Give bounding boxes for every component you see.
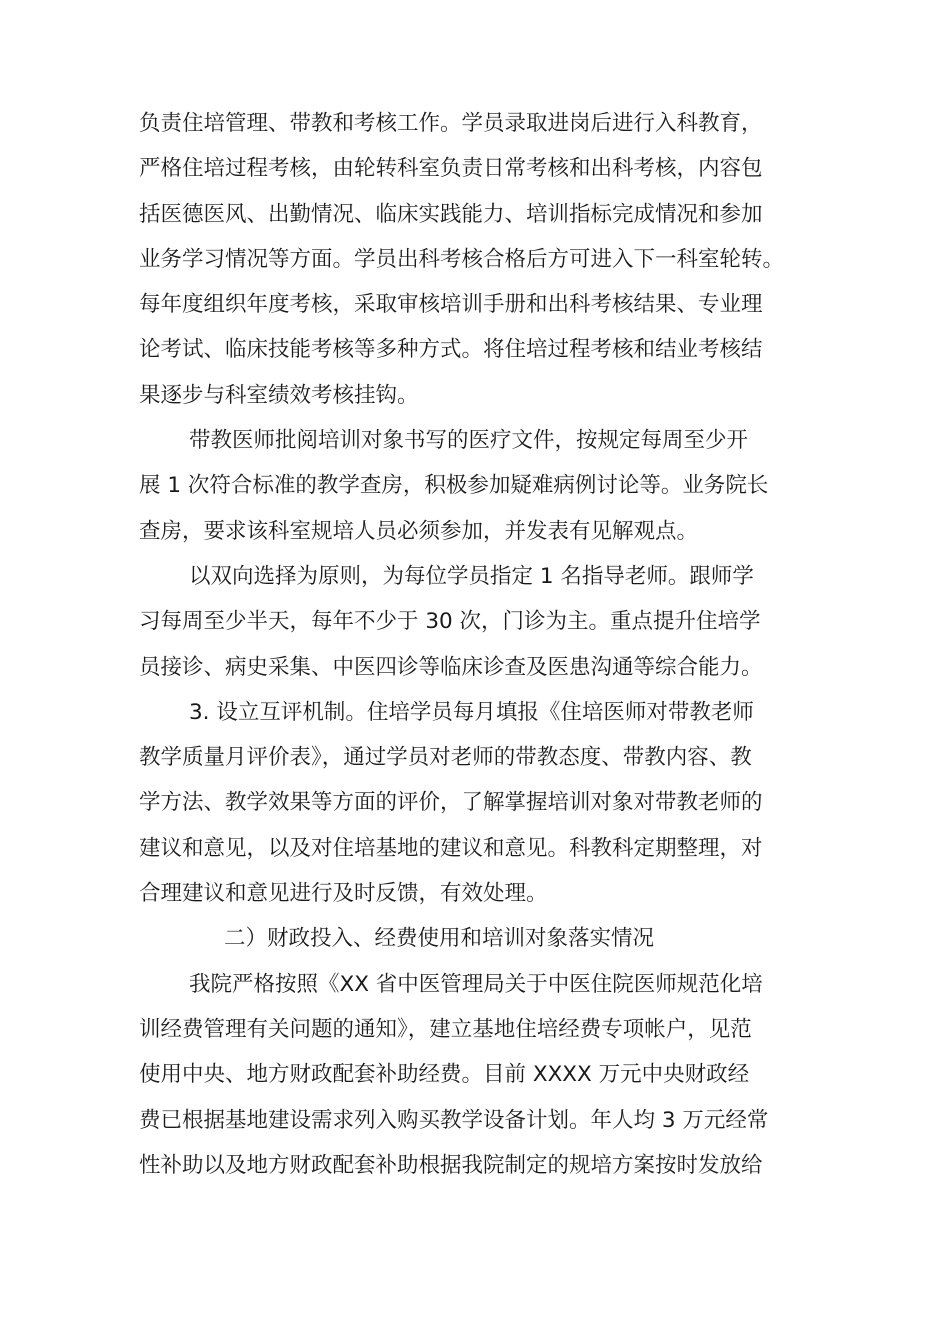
- document-body: [139, 101, 829, 1188]
- paragraph-first-line: 以双向选择为原则，为每位学员指定 1 名指导老师。跟师学: [189, 563, 754, 589]
- body-line: 训经费管理有关问题的通知》，建立基地住培经费专项帐户，见范: [139, 1016, 752, 1042]
- body-line: 合理建议和意见进行及时反馈，有效处理。: [139, 881, 548, 907]
- body-line: 建议和意见，以及对住培基地的建议和意见。科教科定期整理，对: [139, 835, 763, 861]
- body-line: 费已根据基地建设需求列入购买教学设备计划。年人均 3 万元经常: [139, 1107, 769, 1133]
- body-line: 学方法、教学效果等方面的评价，了解掌握培训对象对带教老师的: [139, 790, 763, 816]
- body-line: 果逐步与科室绩效考核挂钩。: [139, 382, 419, 408]
- body-line: 论考试、临床技能考核等多种方式。将住培过程考核和结业考核结: [139, 337, 763, 363]
- body-line: 严格住培过程考核，由轮转科室负责日常考核和出科考核，内容包: [139, 156, 763, 182]
- body-line: 展 1 次符合标准的教学查房，积极参加疑难病例讨论等。业务院长: [139, 473, 769, 499]
- body-line: 员接诊、病史采集、中医四诊等临床诊查及医患沟通等综合能力。: [139, 654, 763, 680]
- body-line: 习每周至少半天，每年不少于 30 次，门诊为主。重点提升住培学: [139, 609, 761, 635]
- paragraph-first-line: 3. 设立互评机制。住培学员每月填报《住培医师对带教老师: [189, 699, 754, 725]
- paragraph-first-line: 带教医师批阅培训对象书写的医疗文件，按规定每周至少开: [189, 428, 749, 454]
- body-line: 业务学习情况等方面。学员出科考核合格后方可进入下一科室轮转。: [139, 246, 785, 272]
- body-line: 查房，要求该科室规培人员必须参加，并发表有见解观点。: [139, 518, 699, 544]
- body-line: 性补助以及地方财政配套补助根据我院制定的规培方案按时发放给: [139, 1152, 763, 1178]
- body-line: 括医德医风、出勤情况、临床实践能力、培训指标完成情况和参加: [139, 201, 763, 227]
- paragraph-first-line: 我院严格按照《XX 省中医管理局关于中医住院医师规范化培: [189, 971, 763, 997]
- body-line: 使用中央、地方财政配套补助经费。目前 XXXX 万元中央财政经: [139, 1062, 750, 1088]
- section-heading: 二）财政投入、经费使用和培训对象落实情况: [224, 926, 655, 952]
- body-line: 每年度组织年度考核，采取审核培训手册和出科考核结果、专业理: [139, 292, 763, 318]
- body-line: 教学质量月评价表》，通过学员对老师的带教态度、带教内容、教: [139, 745, 752, 771]
- body-line: 负责住培管理、带教和考核工作。学员录取进岗后进行入科教育，: [139, 111, 763, 136]
